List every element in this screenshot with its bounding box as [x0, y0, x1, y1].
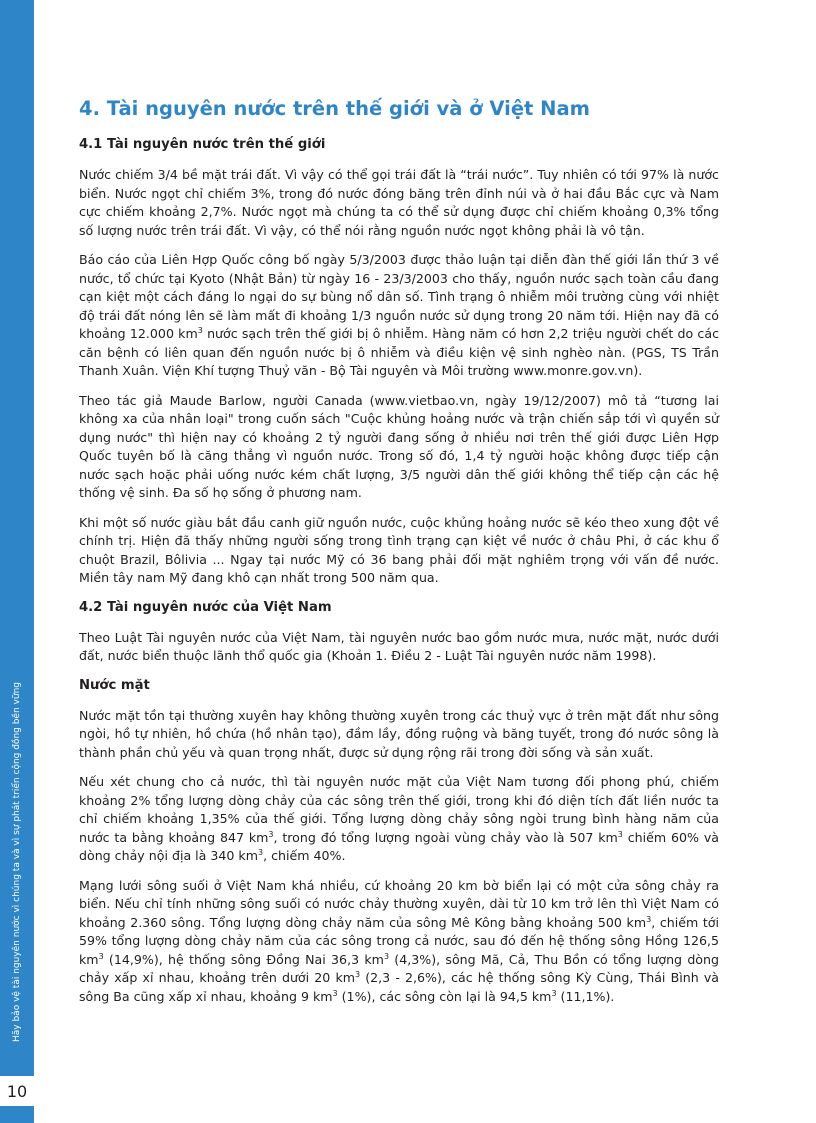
superscript: 3	[257, 847, 264, 857]
sidebar-band	[0, 0, 34, 1123]
section-title-vietnam: 4.2 Tài nguyên nước của Việt Nam	[79, 599, 332, 615]
text-run: (1%), các sông còn lại là 94,5 km	[337, 988, 552, 1004]
subheading-surface-water: Nước mặt	[79, 677, 150, 693]
superscript: 3	[98, 951, 104, 961]
superscript: 3	[383, 951, 390, 961]
text-run: nước sạch trên thế giới bị ô nhiễm. Hàng năm có hơn 2,2 triệu người chết do các căn bệnh có liên quan đến nguồn nước bị ô nhiễm và điều kiện vệ sinh nghèo nàn. (PGS, TS Trần Thanh Xuân. Viện Khí tượng Thuỷ văn - Bộ Tài nguyên và Môi trường www.monre.gov.vn).	[79, 326, 719, 378]
text-run: Nếu xét chung cho cả nước, thì tài nguyên nước mặt của Việt Nam tương đối phong phú, chiếm khoảng 2% tổng lượng dòng chảy của các sông trên thế giới, trong khi đó diện tích đất liền nước ta chỉ chiếm khoảng 1,35% của thế giới. Tổng lượng dòng chảy sông ngòi trung bình hàng năm của nước ta bằng khoảng 847 km	[79, 774, 719, 845]
text-run: (2,3 - 2,6%), các hệ thống sông Kỳ Cùng, Thái Bình và sông Ba cũng xấp xỉ nhau, khoảng 9 km	[79, 970, 719, 1004]
superscript: 3	[197, 325, 203, 335]
text-run: (11,1%).	[556, 988, 615, 1004]
paragraph: Nước mặt tồn tại thường xuyên hay không thường xuyên trong các thuỷ vực ở trên mặt đất như sông ngòi, hồ tự nhiên, hồ chứa (hồ nhân tạo), đầm lầy, đồng ruộng và băng tuyết, trong đó nước sông là thành phần chủ yếu và quan trọng nhất, được sử dụng rộng rãi trong đời sống và sản xuất.	[79, 707, 719, 760]
page-number: 10	[0, 1076, 34, 1106]
sidebar-slogan: Hãy bảo vệ tài nguyên nước vì chúng ta và vì sự phát triển cộng đồng bền vững	[12, 682, 22, 1042]
text-run: (4,3%), sông Mã, Cả, Thu Bồn có tổng lượng dòng chảy xấp xỉ nhau, khoảng trên dưới 20 km	[79, 951, 719, 985]
section-title-world: 4.1 Tài nguyên nước trên thế giới	[79, 137, 326, 152]
paragraph: Khi một số nước giàu bắt đầu canh giữ nguồn nước, cuộc khủng hoảng nước sẽ kéo theo xung đột về chính trị. Hiện đã thấy những người sống trong tình trạng cạn kiệt về nước ở châu Phi, ở các khu ổ chuột Brazil, Bôlivia ... Ngay tại nước Mỹ có 36 bang phải đối mặt nghiêm trọng với vấn đề nước. Miền tây nam Mỹ đang khô cạn nhất trong 500 năm qua.	[79, 514, 719, 585]
page-title: 4. Tài nguyên nước trên thế giới và ở Việt Nam	[79, 97, 590, 120]
text-run: Mạng lưới sông suối ở Việt Nam khá nhiều, cứ khoảng 20 km bờ biển lại có một cửa sông chảy ra biển. Nếu chỉ tính những sông suối có nước chảy thường xuyên, dài từ 10 km trở lên thì Việt Nam có khoảng 2.360 sông. Tổng lượng dòng chảy năm của sông Mê Kông bằng khoảng 500 km	[79, 877, 719, 930]
paragraph	[79, 251, 719, 381]
superscript: 3	[332, 988, 338, 998]
superscript: 3	[355, 969, 361, 979]
paragraph: Nước chiếm 3/4 bề mặt trái đất. Vì vậy có thể gọi trái đất là “trái nước”. Tuy nhiên có tới 97% là nước biển. Nước ngọt chỉ chiếm 3%, trong đó nước đóng băng trên đỉnh núi và ở hai đầu Bắc cực và Nam cực chiếm khoảng 2,7%. Nước ngọt mà chúng ta có thể sử dụng được chỉ chiếm khoảng 0,3% tổng số lượng nước trên trái đất. Vì vậy, có thể nói rằng nguồn nước ngọt không phải là vô tận.	[79, 167, 719, 238]
text-run: , chiếm tới 59% tổng lượng dòng chảy năm của các sông trong cả nước, sau đó đến hệ thống sông Hồng 126,5 km	[79, 914, 719, 967]
paragraph: Theo tác giả Maude Barlow, người Canada (www.vietbao.vn, ngày 19/12/2007) mô tả “tương lai không xa của nhân loại" trong cuốn sách "Cuộc khủng hoảng nước và trận chiến sắp tới vì quyền sử dụng nước" thì hiện nay có khoảng 2 tỷ người đang sống ở nhiều nơi trên thế giới được Liên Hợp Quốc tuyên bố là căng thẳng vì nguồn nước. Trong số đó, 1,4 tỷ người hoặc không được tiếp cận nước sạch hoặc phải uống nước kém chất lượng, 3/5 người dân thế giới không thể tiếp cận các hệ thống vệ sinh. Đa số họ sống ở phương nam.	[79, 392, 719, 500]
superscript: 3	[646, 914, 652, 924]
superscript: 3	[268, 829, 274, 839]
superscript: 3	[617, 829, 623, 839]
text-run: , trong đó tổng lượng ngoài vùng chảy vào là 507 km	[273, 829, 618, 845]
page-content	[79, 96, 719, 1017]
paragraph	[79, 877, 719, 1007]
superscript: 3	[551, 988, 557, 998]
text-run: , chiếm 40%.	[263, 848, 346, 863]
text-run: chiếm 60% và dòng chảy nội địa là 340 km	[79, 829, 719, 863]
text-run: (14,9%), hệ thống sông Đồng Nai 36,3 km	[103, 951, 384, 967]
paragraph	[79, 773, 719, 866]
text-run: Báo cáo của Liên Hợp Quốc công bố ngày 5/3/2003 được thảo luận tại diễn đàn thế giới lần thứ 3 về nước, tổ chức tại Kyoto (Nhật Bản) từ ngày 16 - 23/3/2003 cho thấy, nguồn nước sạch toàn cầu đang cạn kiệt một cách đáng lo ngại do sự bùng nổ dân số. Tình trạng ô nhiễm môi trường cùng với nhiệt độ trái đất nóng lên sẽ làm mất đi khoảng 1/3 nguồn nước sử dụng trong 20 năm tới. Hiện nay đã có khoảng 12.000 km	[79, 252, 719, 341]
paragraph: Theo Luật Tài nguyên nước của Việt Nam, tài nguyên nước bao gồm nước mưa, nước mặt, nước dưới đất, nước biển thuộc lãnh thổ quốc gia (Khoản 1. Điều 2 - Luật Tài nguyên nước năm 1998).	[79, 629, 719, 663]
